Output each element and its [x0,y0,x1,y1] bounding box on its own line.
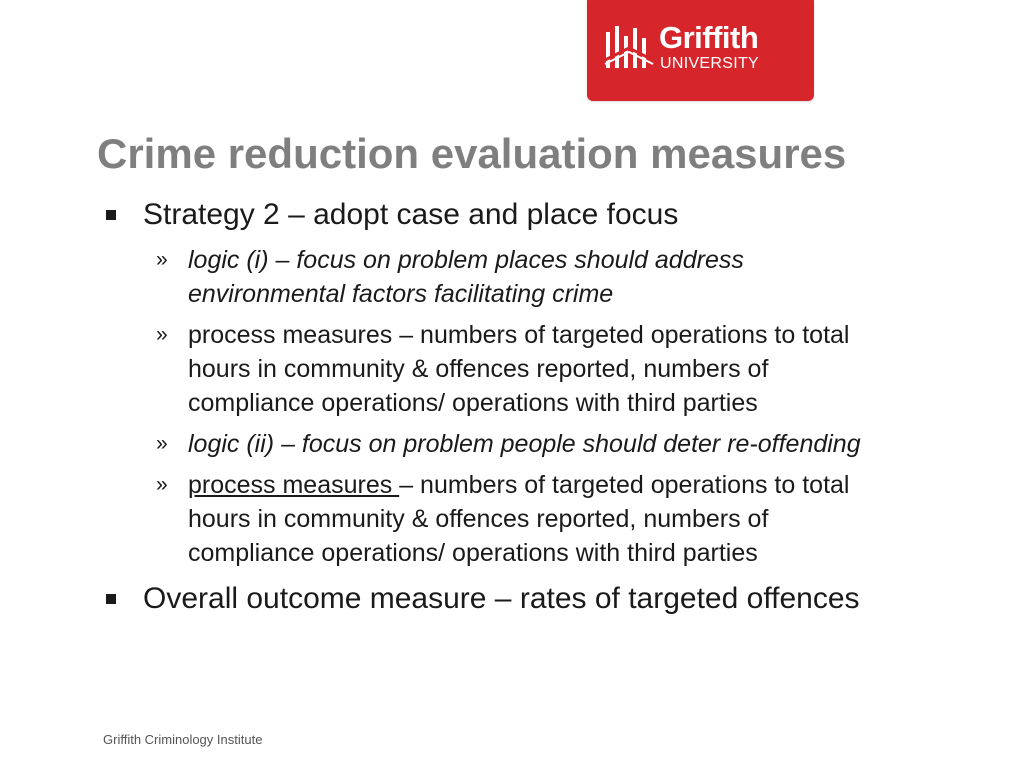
subitem-process-measures-1 [188,318,988,420]
chevron-bullet-icon: » [156,248,168,271]
subitem-line: environmental factors facilitating crime [188,280,614,308]
subitem-line [188,468,988,502]
subitem-line: hours in community & offences reported, numbers of [188,505,769,533]
subitem-line: compliance operations/ operations with third parties [188,539,758,567]
chevron-bullet-icon: » [156,323,168,346]
underlined-term: process measures [188,471,400,499]
square-bullet-icon [106,594,116,604]
logo-subtitle: UNIVERSITY [660,55,760,72]
subitem-line: process measures – numbers of targeted operations to total [188,321,850,349]
bullet-level1-strategy: Strategy 2 – adopt case and place focus [143,198,679,231]
logo-wordmark: Griffith [659,20,759,55]
footer-text: Griffith Criminology Institute [103,732,263,747]
chevron-bullet-icon: » [156,473,168,496]
griffith-crest-icon [603,24,655,72]
square-bullet-icon [106,210,116,220]
subitem-line: logic (ii) – focus on problem people should deter re-offending [188,430,861,458]
subitem-logic-ii [188,427,988,461]
griffith-university-logo [587,0,814,101]
subitem-logic-i [188,243,988,311]
chevron-bullet-icon: » [156,432,168,455]
subitem-line: logic (i) – focus on problem places should address [188,246,744,274]
subitem-line: hours in community & offences reported, numbers of [188,355,769,383]
subitem-process-measures-2 [188,468,988,570]
slide-title: Crime reduction evaluation measures [97,130,847,177]
subitem-line: compliance operations/ operations with third parties [188,389,758,417]
bullet-level1-outcome: Overall outcome measure – rates of targeted offences [143,582,860,615]
subitem-line-rest: – numbers of targeted operations to total [399,471,850,499]
